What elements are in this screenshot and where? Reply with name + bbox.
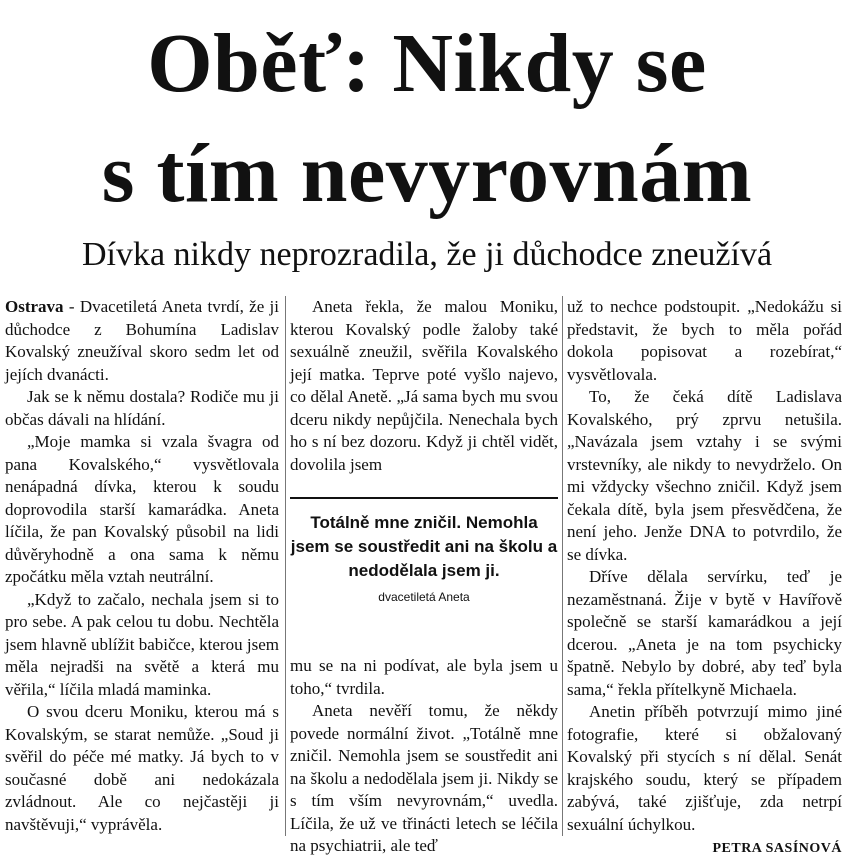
headline-line-2: s tím nevyrovnám	[101, 127, 753, 220]
lead-text: - Dvacetiletá Aneta tvrdí, že ji důchodce z Bohumína Ladislav Kovalský zneužíval skoro sedm let od jejích dvanácti.	[5, 297, 279, 384]
column-divider	[285, 296, 286, 836]
subheadline: Dívka nikdy neprozradila, že ji důchodce zneužívá	[81, 236, 773, 273]
pull-quote	[290, 497, 558, 647]
headline-line-1: Oběť: Nikdy se	[147, 17, 707, 110]
body-paragraph: O svou dceru Moniku, kterou má s Kovalským, se starat nemůže. „Soud ji svěřil do péče mé matky. Já bych to v současné době ani nedokázala zvládnout. Ale co nejčastěji ji navštěvuji,“ vyprávěla.	[5, 702, 279, 834]
pull-quote-rule	[290, 497, 558, 499]
pull-quote-attribution: dvacetiletá Aneta	[378, 590, 470, 604]
body-paragraph: To, že čeká dítě Ladislava Kovalského, prý zprvu netušila. „Navázala jsem vztahy i se svými vrstevníky, ale nikdy to nevydrželo. On mi vždycky všechno zničil. Když jsem čekala dítě, byla jsem přesvědčena, že není jeho. Jenže DNA to potvrdilo, že se dívka.	[567, 387, 842, 564]
dateline: Ostrava	[5, 297, 64, 316]
column-divider	[562, 296, 563, 836]
body-paragraph: Aneta nevěří tomu, že někdy povede normální život. „Totálně mne zničil. Nemohla jsem se soustředit ani na školu a nedodělala jsem ji. Nikdy se s tím vším nevyrovnám,“ uvedla. Líčila, že už ve třinácti letech se léčila na psychiatrii, ale teď	[290, 701, 558, 855]
article-column-3	[567, 296, 842, 861]
body-paragraph: „Moje mamka si vzala švagra od pana Kovalského,“ vysvětlovala nenápadná dívka, kterou k soudu doprovodila starší kamarádka. Aneta líčila, že pan Kovalský působil na lidi důvěryhodně a ona sama k němu zpočátku měla vztah neutrální.	[5, 432, 279, 586]
body-paragraph: mu se na ni podívat, ale byla jsem u toho,“ tvrdila.	[290, 656, 558, 698]
lead-paragraph	[5, 296, 279, 386]
body-paragraph: Dříve dělala servírku, teď je nezaměstnaná. Žije v bytě v Havířově společně se starší kamarádkou a její dcerou. „Aneta je na tom psychicky špatně. Nebylo by dobré, aby teď byla sama,“ řekla přítelkyně Michaela.	[567, 567, 842, 699]
body-paragraph: Anetin příběh potvrzují mimo jiné fotografie, které si obžalovaný Kovalský při stycích s ní dělal. Senát krajského soudu, který se případem zabývá, také zjišťuje, zda netrpí sexuální úchylkou.	[567, 702, 842, 834]
body-paragraph: Jak se k němu dostala? Rodiče mu ji občas dávali na hlídání.	[5, 387, 279, 429]
body-paragraph: „Když to začalo, nechala jsem si to pro sebe. A pak celou tu dobu. Nechtěla jsem hlavně ublížit babičce, kterou jsem měla nejradši na světě a která mu věřila,“ líčila mladá maminka.	[5, 589, 279, 699]
article-column-2-bottom	[290, 655, 558, 858]
pull-quote-text: Totálně mne zničil. Nemohla jsem se soustředit ani na školu a nedodělala jsem ji.	[290, 513, 558, 580]
body-paragraph: Aneta řekla, že malou Moniku, kterou Kovalský podle žaloby také sexuálně zneužil, svěřila Kovalského její matka. Teprve poté vyšlo najevo, co dělal Anetě. „Já sama bych mu svou dceru nikdy nepůjčila. Nenechala bych ho s ní bez dozoru. Když ji chtěl vidět, dovolila jsem	[290, 297, 558, 474]
body-paragraph: už to nechce podstoupit. „Nedokážu si představit, že bych to měla pořád dokola popisovat a rozebírat,“ vysvětlovala.	[567, 297, 842, 384]
article-column-1	[5, 296, 279, 836]
author-byline: PETRA SASÍNOVÁ	[712, 841, 842, 856]
article-column-2	[290, 296, 558, 476]
